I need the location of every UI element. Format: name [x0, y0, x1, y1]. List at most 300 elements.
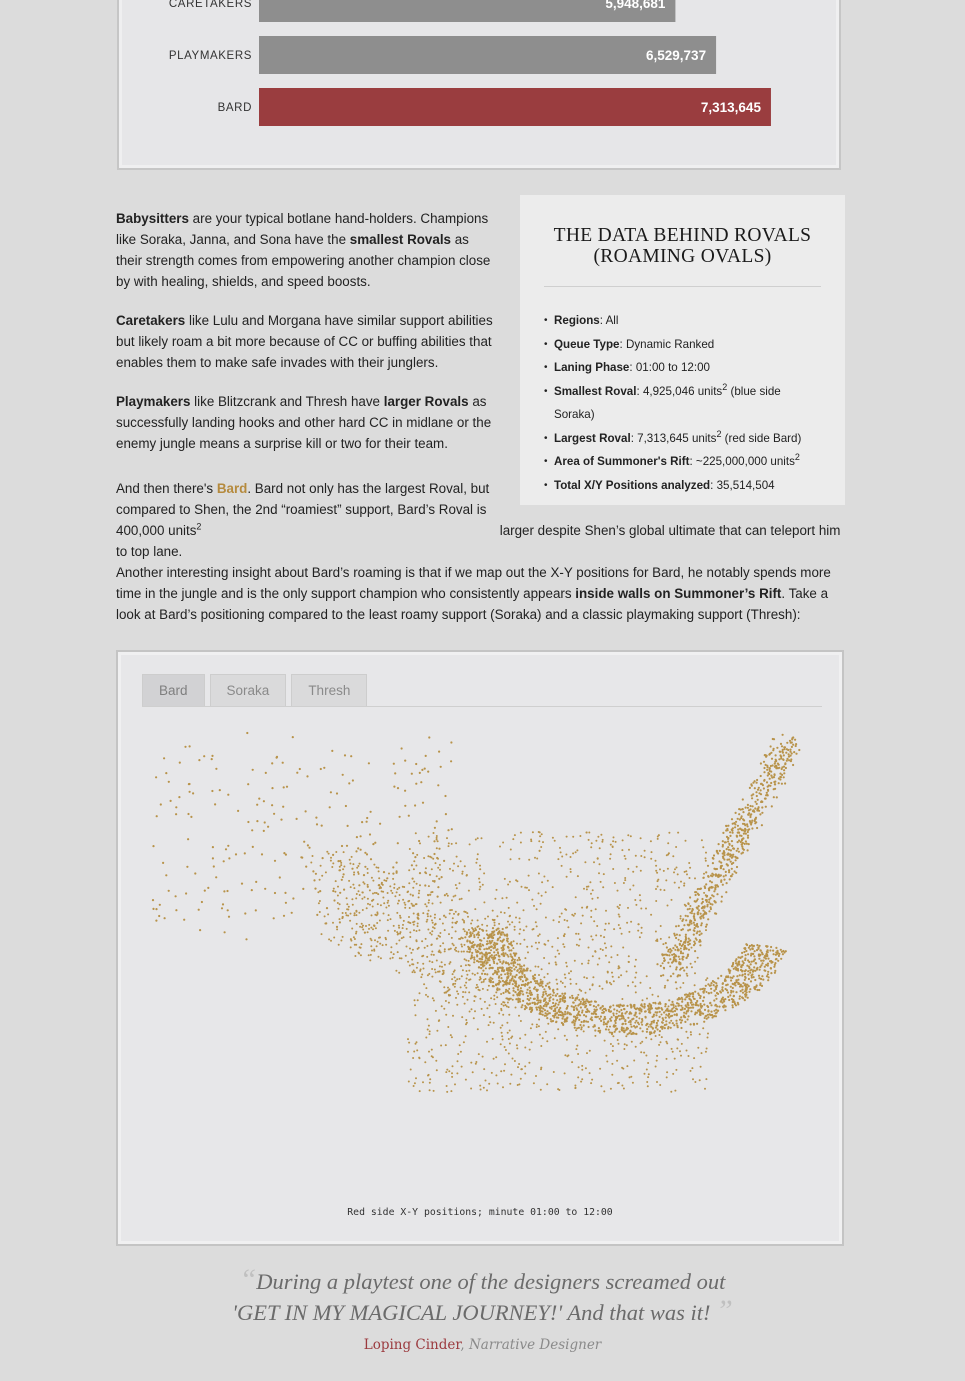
- scatter-point: [650, 1038, 652, 1040]
- scatter-point: [413, 970, 415, 972]
- scatter-point: [685, 915, 687, 917]
- scatter-point: [690, 920, 692, 922]
- scatter-point: [705, 883, 707, 885]
- scatter-point: [690, 963, 692, 965]
- scatter-point: [445, 1044, 447, 1046]
- tab-bard[interactable]: Bard: [142, 674, 205, 706]
- scatter-point: [543, 976, 545, 978]
- scatter-point: [761, 952, 763, 954]
- scatter-point: [685, 934, 687, 936]
- scatter-point: [468, 970, 470, 972]
- scatter-point: [379, 920, 381, 922]
- scatter-point: [427, 855, 429, 857]
- scatter-point: [503, 1070, 505, 1072]
- scatter-point: [676, 988, 678, 990]
- scatter-point: [708, 910, 710, 912]
- scatter-point: [366, 817, 368, 819]
- scatter-point: [487, 916, 489, 918]
- scatter-point: [450, 741, 452, 743]
- scatter-point: [523, 974, 525, 976]
- scatter-point: [555, 956, 557, 958]
- scatter-point: [155, 920, 157, 922]
- scatter-point: [296, 772, 298, 774]
- scatter-point: [739, 828, 741, 830]
- scatter-point: [351, 868, 353, 870]
- scatter-point: [460, 1051, 462, 1053]
- scatter-point: [720, 991, 722, 993]
- scatter-point: [397, 842, 399, 844]
- scatter-point: [453, 896, 455, 898]
- scatter-point: [685, 1031, 687, 1033]
- scatter-point: [655, 865, 657, 867]
- scatter-point: [473, 934, 475, 936]
- scatter-point: [505, 927, 507, 929]
- scatter-point: [492, 1038, 494, 1040]
- scatter-point: [686, 948, 688, 950]
- scatter-point: [326, 851, 328, 853]
- scatter-point: [567, 1005, 569, 1007]
- scatter-point: [732, 990, 734, 992]
- scatter-point: [699, 997, 701, 999]
- scatter-point: [675, 1020, 677, 1022]
- scatter-point: [389, 885, 391, 887]
- scatter-point: [784, 763, 786, 765]
- scatter-point: [560, 851, 562, 853]
- scatter-point: [770, 771, 772, 773]
- scatter-point: [688, 949, 690, 951]
- scatter-point: [730, 979, 732, 981]
- scatter-point: [482, 1056, 484, 1058]
- scatter-point: [436, 847, 438, 849]
- scatter-point: [491, 933, 493, 935]
- scatter-point: [427, 974, 429, 976]
- scatter-point: [675, 1069, 677, 1071]
- scatter-point: [618, 1043, 620, 1045]
- scatter-point: [634, 1007, 636, 1009]
- paragraph-bard-insight: [116, 562, 846, 625]
- scatter-point: [591, 1016, 593, 1018]
- scatter-point: [482, 963, 484, 965]
- scatter-point: [429, 874, 431, 876]
- scatter-point: [764, 966, 766, 968]
- scatter-point: [355, 931, 357, 933]
- scatter-point: [603, 1021, 605, 1023]
- scatter-point: [775, 947, 777, 949]
- scatter-point: [516, 902, 518, 904]
- scatter-point: [441, 961, 443, 963]
- scatter-point: [412, 878, 414, 880]
- scatter-point: [741, 964, 743, 966]
- scatter-point: [536, 1026, 538, 1028]
- scatter-point: [518, 957, 520, 959]
- scatter-point: [222, 903, 224, 905]
- scatter-point: [771, 758, 773, 760]
- scatter-point: [610, 956, 612, 958]
- scatter-point: [627, 834, 629, 836]
- scatter-point: [659, 868, 661, 870]
- scatter-point: [518, 1063, 520, 1065]
- scatter-point: [509, 966, 511, 968]
- scatter-point: [737, 828, 739, 830]
- scatter-point: [412, 852, 414, 854]
- scatter-point: [754, 780, 756, 782]
- scatter-point: [203, 755, 205, 757]
- scatter-point: [490, 935, 492, 937]
- data-box-list: [544, 309, 821, 497]
- scatter-point: [753, 955, 755, 957]
- scatter-point: [168, 890, 170, 892]
- scatter-point: [509, 881, 511, 883]
- scatter-point: [410, 894, 412, 896]
- scatter-point: [522, 984, 524, 986]
- scatter-point: [795, 743, 797, 745]
- scatter-point: [662, 962, 664, 964]
- scatter-point: [697, 1047, 699, 1049]
- scatter-point: [558, 1014, 560, 1016]
- scatter-point: [168, 781, 170, 783]
- scatter-point: [668, 949, 670, 951]
- scatter-point: [474, 927, 476, 929]
- scatter-point: [686, 873, 688, 875]
- scatter-point: [347, 915, 349, 917]
- scatter-point: [283, 786, 285, 788]
- scatter-point: [750, 963, 752, 965]
- scatter-point: [725, 988, 727, 990]
- scatter-point: [199, 929, 201, 931]
- scatter-point: [772, 950, 774, 952]
- scatter-point: [464, 936, 466, 938]
- scatter-point: [378, 884, 380, 886]
- scatter-point: [434, 969, 436, 971]
- scatter-point: [595, 908, 597, 910]
- scatter-point: [754, 970, 756, 972]
- scatter-point: [740, 817, 742, 819]
- scatter-point: [632, 1018, 634, 1020]
- scatter-point: [497, 933, 499, 935]
- scatter-point: [411, 864, 413, 866]
- scatter-point: [684, 1021, 686, 1023]
- scatter-point: [471, 919, 473, 921]
- scatter-point: [534, 857, 536, 859]
- scatter-point: [543, 876, 545, 878]
- scatter-point: [427, 894, 429, 896]
- scatter-point: [372, 843, 374, 845]
- scatter-point: [334, 891, 336, 893]
- scatter-point: [466, 970, 468, 972]
- scatter-point: [689, 943, 691, 945]
- scatter-point: [674, 1090, 676, 1092]
- scatter-point: [436, 835, 438, 837]
- scatter-point: [757, 799, 759, 801]
- scatter-point: [493, 1022, 495, 1024]
- scatter-point: [454, 983, 456, 985]
- scatter-point: [554, 1013, 556, 1015]
- scatter-point: [612, 1012, 614, 1014]
- scatter-point: [319, 900, 321, 902]
- scatter-point: [343, 873, 345, 875]
- scatter-point: [639, 1012, 641, 1014]
- scatter-point: [357, 865, 359, 867]
- scatter-point: [612, 1050, 614, 1052]
- scatter-point: [393, 953, 395, 955]
- scatter-point: [726, 848, 728, 850]
- scatter-point: [509, 969, 511, 971]
- scatter-point: [364, 852, 366, 854]
- scatter-point: [455, 980, 457, 982]
- scatter-point: [398, 939, 400, 941]
- scatter-point: [700, 1003, 702, 1005]
- scatter-point: [480, 961, 482, 963]
- scatter-point: [435, 971, 437, 973]
- scatter-point: [428, 1025, 430, 1027]
- scatter-point: [655, 860, 657, 862]
- scatter-point: [592, 955, 594, 957]
- scatter-point: [448, 1070, 450, 1072]
- scatter-point: [743, 833, 745, 835]
- scatter-point: [531, 1041, 533, 1043]
- scatter-point: [549, 1000, 551, 1002]
- scatter-point: [504, 1063, 506, 1065]
- scatter-point: [716, 868, 718, 870]
- scatter-point: [454, 969, 456, 971]
- scatter-point: [370, 954, 372, 956]
- scatter-point: [562, 997, 564, 999]
- scatter-point: [524, 957, 526, 959]
- scatter-point: [327, 913, 329, 915]
- scatter-point: [429, 1082, 431, 1084]
- scatter-point: [614, 1025, 616, 1027]
- scatter-point: [670, 1091, 672, 1093]
- scatter-point: [683, 941, 685, 943]
- scatter-point: [667, 842, 669, 844]
- scatter-point: [436, 820, 438, 822]
- scatter-point: [745, 833, 747, 835]
- scatter-point: [442, 942, 444, 944]
- scatter-point: [657, 838, 659, 840]
- scatter-point: [558, 1009, 560, 1011]
- scatter-point: [639, 1027, 641, 1029]
- scatter-point: [672, 973, 674, 975]
- scatter-point: [416, 903, 418, 905]
- scatter-point: [581, 1026, 583, 1028]
- scatter-point: [155, 776, 157, 778]
- scatter-point: [561, 1017, 563, 1019]
- scatter-point: [524, 1073, 526, 1075]
- scatter-point: [333, 899, 335, 901]
- scatter-point: [744, 957, 746, 959]
- scatter-point: [585, 1067, 587, 1069]
- scatter-point: [433, 1090, 435, 1092]
- scatter-point: [538, 831, 540, 833]
- scatter-point: [213, 865, 215, 867]
- term-caretakers: Caretakers: [116, 313, 186, 328]
- scatter-point: [692, 993, 694, 995]
- bard-link[interactable]: Bard: [216, 481, 248, 496]
- scatter-point: [600, 881, 602, 883]
- scatter-point: [332, 890, 334, 892]
- scatter-point: [274, 860, 276, 862]
- scatter-point: [376, 922, 378, 924]
- scatter-point: [687, 1004, 689, 1006]
- scatter-point: [536, 1024, 538, 1026]
- scatter-point: [770, 967, 772, 969]
- item-value: 01:00 to 12:00: [632, 361, 710, 374]
- scatter-point: [691, 912, 693, 914]
- scatter-point: [523, 909, 525, 911]
- item-label: Largest Roval: [554, 431, 631, 445]
- scatter-point: [423, 857, 425, 859]
- scatter-point: [686, 973, 688, 975]
- scatter-point: [415, 1014, 417, 1016]
- scatter-point: [674, 1010, 676, 1012]
- scatter-point: [492, 910, 494, 912]
- scatter-point: [503, 969, 505, 971]
- scatter-point: [517, 989, 519, 991]
- scatter-point: [595, 1001, 597, 1003]
- scatter-point: [502, 1086, 504, 1088]
- scatter-point: [727, 846, 729, 848]
- scatter-point: [356, 867, 358, 869]
- scatter-point: [697, 907, 699, 909]
- scatter-point: [321, 875, 323, 877]
- scatter-point: [589, 1072, 591, 1074]
- roval-bar-chart: [117, 0, 841, 170]
- scatter-point: [765, 945, 767, 947]
- scatter-point: [676, 1022, 678, 1024]
- scatter-point: [514, 1060, 516, 1062]
- scatter-point: [425, 994, 427, 996]
- scatter-point: [156, 815, 158, 817]
- scatter-point: [676, 1047, 678, 1049]
- scatter-point: [368, 924, 370, 926]
- scatter-point: [427, 771, 429, 773]
- scatter-point: [339, 866, 341, 868]
- scatter-point: [699, 1011, 701, 1013]
- scatter-point: [443, 860, 445, 862]
- tab-soraka[interactable]: Soraka: [210, 674, 287, 706]
- tab-thresh[interactable]: Thresh: [291, 674, 367, 706]
- scatter-point: [550, 1020, 552, 1022]
- scatter-point: [656, 1055, 658, 1057]
- scatter-point: [471, 952, 473, 954]
- scatter-point: [492, 981, 494, 983]
- scatter-point: [493, 1058, 495, 1060]
- scatter-point: [465, 987, 467, 989]
- scatter-point: [446, 837, 448, 839]
- scatter-point: [353, 887, 355, 889]
- scatter-point: [578, 999, 580, 1001]
- scatter-point: [531, 1023, 533, 1025]
- scatter-point: [675, 968, 677, 970]
- scatter-point: [638, 1017, 640, 1019]
- scatter-point: [585, 992, 587, 994]
- scatter-point: [694, 877, 696, 879]
- scatter-point: [641, 1020, 643, 1022]
- scatter-point: [770, 745, 772, 747]
- scatter-point: [546, 1010, 548, 1012]
- scatter-point: [735, 872, 737, 874]
- scatter-point: [372, 893, 374, 895]
- scatter-point: [557, 1017, 559, 1019]
- scatter-point: [590, 916, 592, 918]
- scatter-point: [394, 772, 396, 774]
- scatter-point: [534, 1002, 536, 1004]
- scatter-point: [417, 962, 419, 964]
- scatter-point: [581, 907, 583, 909]
- scatter-point: [640, 837, 642, 839]
- scatter-point: [387, 900, 389, 902]
- scatter-point: [442, 923, 444, 925]
- scatter-point: [515, 917, 517, 919]
- scatter-point: [526, 978, 528, 980]
- scatter-point: [364, 866, 366, 868]
- scatter-point: [753, 966, 755, 968]
- close-quote-icon: ”: [716, 1294, 733, 1327]
- scatter-point: [361, 891, 363, 893]
- scatter-point: [512, 1058, 514, 1060]
- scatter-point: [760, 960, 762, 962]
- scatter-point: [441, 966, 443, 968]
- scatter-point: [615, 841, 617, 843]
- scatter-point: [644, 1003, 646, 1005]
- scatter-point: [579, 835, 581, 837]
- scatter-point: [655, 870, 657, 872]
- scatter-point: [448, 1002, 450, 1004]
- scatter-point: [491, 931, 493, 933]
- scatter-point: [738, 832, 740, 834]
- scatter-point: [426, 919, 428, 921]
- scatter-point: [376, 914, 378, 916]
- scatter-point: [774, 788, 776, 790]
- scatter-point: [404, 907, 406, 909]
- scatter-point: [668, 1013, 670, 1015]
- scatter-point: [346, 903, 348, 905]
- scatter-point: [612, 1035, 614, 1037]
- scatter-point: [438, 1019, 440, 1021]
- scatter-point: [513, 990, 515, 992]
- scatter-point: [618, 907, 620, 909]
- scatter-point: [527, 951, 529, 953]
- scatter-point: [711, 875, 713, 877]
- scatter-point: [535, 1075, 537, 1077]
- scatter-point: [370, 927, 372, 929]
- scatter-point: [244, 912, 246, 914]
- scatter-point: [494, 972, 496, 974]
- scatter-point: [454, 1083, 456, 1085]
- scatter-point: [490, 946, 492, 948]
- scatter-point: [744, 843, 746, 845]
- scatter-point: [330, 860, 332, 862]
- scatter-point: [332, 862, 334, 864]
- scatter-point: [652, 1027, 654, 1029]
- scatter-point: [609, 982, 611, 984]
- scatter-point: [669, 958, 671, 960]
- item-value: ~225,000,000 units: [692, 455, 795, 468]
- scatter-point: [761, 962, 763, 964]
- scatter-point: [517, 963, 519, 965]
- scatter-point: [732, 832, 734, 834]
- scatter-point: [590, 893, 592, 895]
- scatter-point: [495, 1056, 497, 1058]
- scatter-point: [431, 976, 433, 978]
- scatter-point: [706, 901, 708, 903]
- scatter-point: [486, 925, 488, 927]
- scatter-point: [687, 1037, 689, 1039]
- scatter-point: [329, 806, 331, 808]
- scatter-point: [747, 813, 749, 815]
- scatter-point: [466, 912, 468, 914]
- scatter-point: [479, 998, 481, 1000]
